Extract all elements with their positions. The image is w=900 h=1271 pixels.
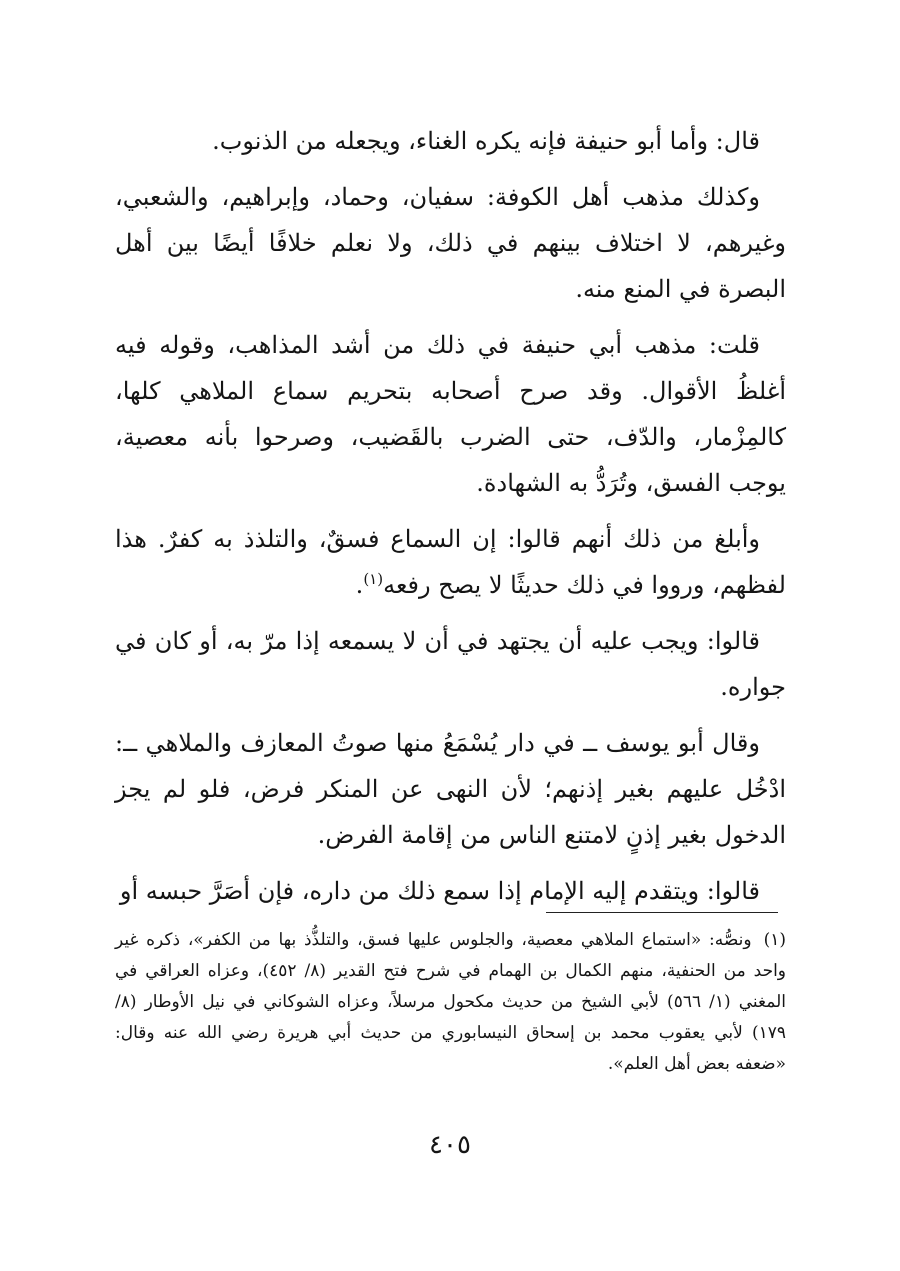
paragraph-4-text: وأبلغ من ذلك أنهم قالوا: إن السماع فسقٌ، والتلذذ به كفرٌ. هذا لفظهم، ورووا في ذلك حديثًا لا يصح رفعه [115,525,786,599]
paragraph-7: قالوا: ويتقدم إليه الإمام إذا سمع ذلك من داره، فإن أصَرَّ حبسه أو [119,877,760,905]
footnote-text: ونصُّه: «استماع الملاهي معصية، والجلوس عليها فسق، والتلذُّذ بها من الكفر»، ذكره غير واحد من الحنفية، منهم الكمال بن الهمام في شرح فتح القدير (٨/ ٤٥٢)، وعزاه العراقي في المغني (١/ ٥٦٦) لأبي الشيخ من حديث مكحول مرسلاً، وعزاه الشوكاني في نيل الأوطار (٨/ ١٧٩) لأبي يعقوب محمد بن إسحاق النيسابوري من حديث أبي هريرة رضي الله عنه وقال: «ضعفه بعض أهل العلم». [115,930,787,1074]
main-text [115,118,786,924]
footnote-divider [546,912,778,913]
paragraph-6: وقال أبو يوسف ــ في دار يُسْمَعُ منها صوتُ المعازف والملاهي ــ: ادْخُل عليهم بغير إذنهم؛ لأن النهى عن المنكر فرض، فلو لم يجز الدخول بغير إذنٍ لامتنع الناس من إقامة الفرض. [115,729,786,849]
paragraph-2: وكذلك مذهب أهل الكوفة: سفيان، وحماد، وإبراهيم، والشعبي، وغيرهم، لا اختلاف بينهم في ذلك، ولا نعلم خلافًا أيضًا بين أهل البصرة في المنع منه. [115,183,786,303]
footnote-reference[interactable]: (١) [363,570,384,588]
footnote-section [115,925,786,1080]
page-number: ٤٠٥ [429,1130,471,1160]
paragraph-5: قالوا: ويجب عليه أن يجتهد في أن لا يسمعه إذا مرّ به، أو كان في جواره. [115,627,786,701]
footnote-number: (١) [763,930,786,950]
paragraph-3: قلت: مذهب أبي حنيفة في ذلك من أشد المذاهب، وقوله فيه أغلظُ الأقوال. وقد صرح أصحابه بتحريم سماع الملاهي كلها، كالمِزْمار، والدّف، حتى الضرب بالقَضيب، وصرحوا بأنه معصية، يوجب الفسق، وتُرَدُّ به الشهادة. [115,331,786,497]
paragraph-1: قال: وأما أبو حنيفة فإنه يكره الغناء، ويجعله من الذنوب. [212,127,760,155]
paragraph-4-end: . [355,571,364,599]
paragraph-4 [115,516,786,608]
